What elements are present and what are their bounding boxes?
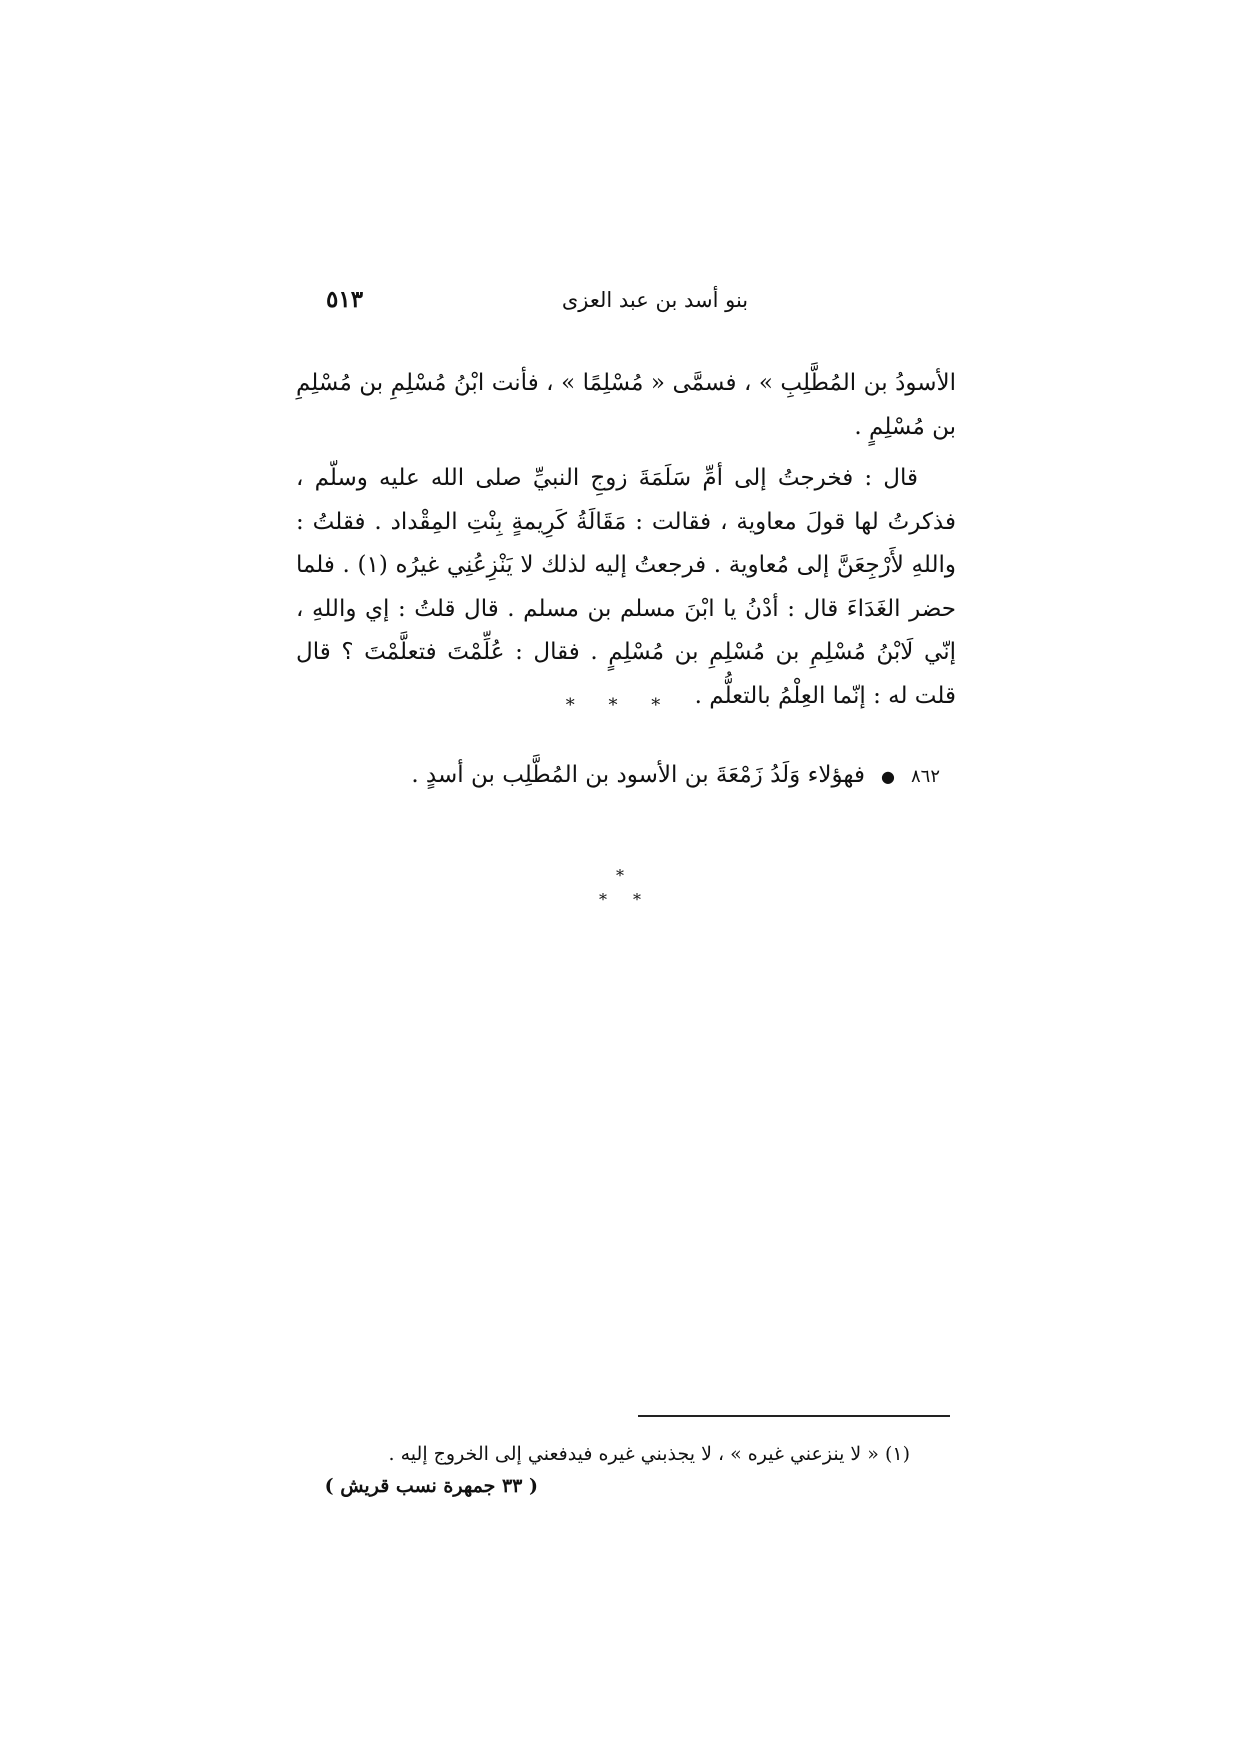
running-header: بنو أسد بن عبد العزى <box>561 288 749 312</box>
paragraph: قال : فخرجتُ إلى أمِّ سَلَمَةَ زوجِ النبيِّ صلى الله عليه وسلّم ، فذكرتُ لها قولَ معاوية ، فقالت : مَقَالَةُ كَرِيمةٍ بِنْتِ المِقْداد . فقلتُ : واللهِ لأَرْجِعَنَّ إلى مُعاوية . فرجعتُ إليه لذلك لا يَنْزِعُنِي غيرُه (١) . فلما حضر الغَدَاءَ قال : أدْنُ يا ابْنَ مسلم بن مسلم . قال قلتُ : إي واللهِ ، إنّي لَابْنُ مُسْلِمِ بن مُسْلِمِ بن مُسْلِمٍ . فقال : عُلِّمْتَ فتعلَّمْتَ ؟ قال قلت له : إنّما العِلْمُ بالتعلُّم . <box>296 465 956 709</box>
footnote: (١) « لا ينزعني غيره » ، لا يجذبني غيره فيدفعني إلى الخروج إليه . <box>388 1443 910 1465</box>
entry-number: ٨٦٢ <box>910 766 940 787</box>
footnote-divider <box>638 1415 950 1417</box>
asterisk-icon: * <box>633 890 641 909</box>
main-text <box>296 362 956 718</box>
asterisk-icon: * <box>616 866 624 885</box>
page-number: ٥١٣ <box>326 286 364 313</box>
bullet-icon: ● <box>881 766 895 786</box>
volume-label: ( ٣٣ جمهرة نسب قريش ) <box>324 1475 538 1497</box>
entry-text: فهؤلاء وَلَدُ زَمْعَةَ بن الأسود بن المُطَّلِب بن أسدٍ . <box>411 762 866 788</box>
paragraph: الأسودُ بن المُطَّلِبِ » ، فسمَّى « مُسْلِمًا » ، فأنت ابْنُ مُسْلِمِ بن مُسْلِمِ بن مُسْلِمٍ . <box>296 370 956 440</box>
end-ornament <box>592 868 652 918</box>
asterisk-icon: * <box>599 890 607 909</box>
numbered-entry <box>380 762 940 788</box>
section-separator: * * * <box>565 695 675 716</box>
